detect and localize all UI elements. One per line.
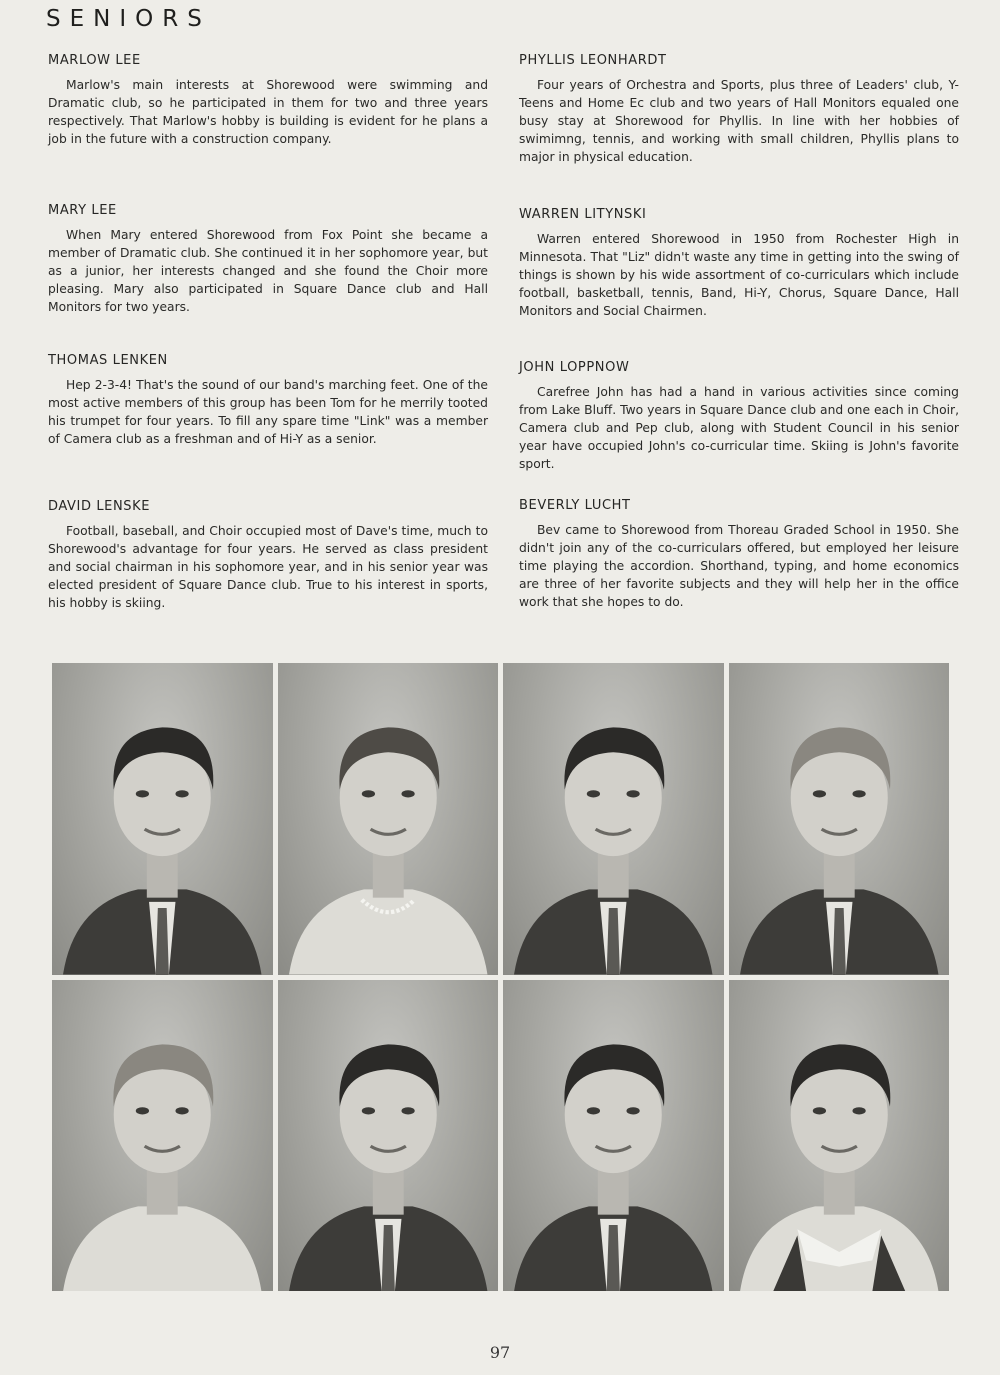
- left-bio-column: [48, 52, 488, 612]
- portrait-silhouette: [503, 980, 724, 1292]
- bio-name: THOMAS LENKEN: [48, 353, 168, 368]
- page-header: SENIORS: [46, 6, 211, 32]
- portrait-photo: [729, 663, 950, 975]
- bio-mary-lee: [48, 202, 488, 352]
- bio-text: Marlow's main interests at Shorewood were swimming and Dramatic club, so he participated in them for two and three years respectively. That Marlow's hobby is building is evident for he plans a job in the future with a construction company.: [48, 78, 488, 146]
- bio-beverly-lucht: [519, 497, 959, 611]
- portrait-photo: [729, 980, 950, 1292]
- bio-name: MARLOW LEE: [48, 53, 141, 68]
- portrait-silhouette: [278, 980, 499, 1292]
- bio-text: Carefree John has had a hand in various activities since coming from Lake Bluff. Two years in Square Dance club and one each in Choir, Camera club and Pep club, along with Student Council in his senior year have occupied John's co-curricular time. Skiing is John's favorite sport.: [519, 385, 959, 471]
- portrait-photo: [52, 980, 273, 1292]
- portrait-grid: [52, 663, 949, 1291]
- bio-text: Warren entered Shorewood in 1950 from Rochester High in Minnesota. That "Liz" didn't waste any time in getting into the swing of things is shown by his wide assortment of co-curriculars which include football, basketball, tennis, Band, Hi-Y, Chorus, Square Dance, Hall Monitors and Social Chairmen.: [519, 232, 959, 318]
- portrait-silhouette: [729, 980, 950, 1292]
- bio-text: Hep 2-3-4! That's the sound of our band's marching feet. One of the most active members of this group has been Tom for he merrily tooted his trumpet for four years. To fill any spare time "Link" was a member of Camera club as a freshman and of Hi-Y as a senior.: [48, 378, 488, 446]
- portrait-photo: [278, 663, 499, 975]
- portrait-silhouette: [52, 663, 273, 975]
- bio-text: When Mary entered Shorewood from Fox Point she became a member of Dramatic club. She continued it in her sophomore year, but as a junior, her interests changed and she found the Choir more pleasing. Mary also participated in Square Dance club and Hall Monitors for two years.: [48, 228, 488, 314]
- bio-name: PHYLLIS LEONHARDT: [519, 53, 667, 68]
- portrait-silhouette: [729, 663, 950, 975]
- portrait-photo: [52, 663, 273, 975]
- page-number: 97: [489, 1343, 511, 1362]
- bio-name: MARY LEE: [48, 203, 117, 218]
- bio-name: JOHN LOPPNOW: [519, 360, 630, 375]
- portrait-silhouette: [52, 980, 273, 1292]
- bio-thomas-lenken: [48, 352, 488, 498]
- portrait-photo: [503, 980, 724, 1292]
- bio-david-lenske: [48, 498, 488, 612]
- portrait-silhouette: [503, 663, 724, 975]
- portrait-silhouette: [278, 663, 499, 975]
- bio-phyllis-leonhardt: [519, 52, 959, 206]
- portrait-photo: [278, 980, 499, 1292]
- bio-warren-litynski: [519, 206, 959, 359]
- bio-name: BEVERLY LUCHT: [519, 498, 631, 513]
- bio-text: Four years of Orchestra and Sports, plus three of Leaders' club, Y-Teens and Home Ec club and two years of Hall Monitors equaled one busy stay at Shorewood for Phyllis. In line with her hobbies of swimimng, tennis, and working with small children, Phyllis plans to major in physical education.: [519, 78, 959, 164]
- right-bio-column: [519, 52, 959, 611]
- bio-john-loppnow: [519, 359, 959, 497]
- bio-text: Bev came to Shorewood from Thoreau Graded School in 1950. She didn't join any of the co-curriculars offered, but employed her leisure time playing the accordion. Shorthand, typing, and home economics are three of her favorite subjects and they will help her in the office work that she hopes to do.: [519, 523, 959, 609]
- bio-text: Football, baseball, and Choir occupied most of Dave's time, much to Shorewood's advantage for four years. He served as class president and social chairman in his sophomore year, and in his senior year was elected president of Square Dance club. True to his interest in sports, his hobby is skiing.: [48, 524, 488, 610]
- portrait-photo: [503, 663, 724, 975]
- bio-name: DAVID LENSKE: [48, 499, 151, 514]
- bio-marlow-lee: [48, 52, 488, 202]
- bio-name: WARREN LITYNSKI: [519, 207, 647, 222]
